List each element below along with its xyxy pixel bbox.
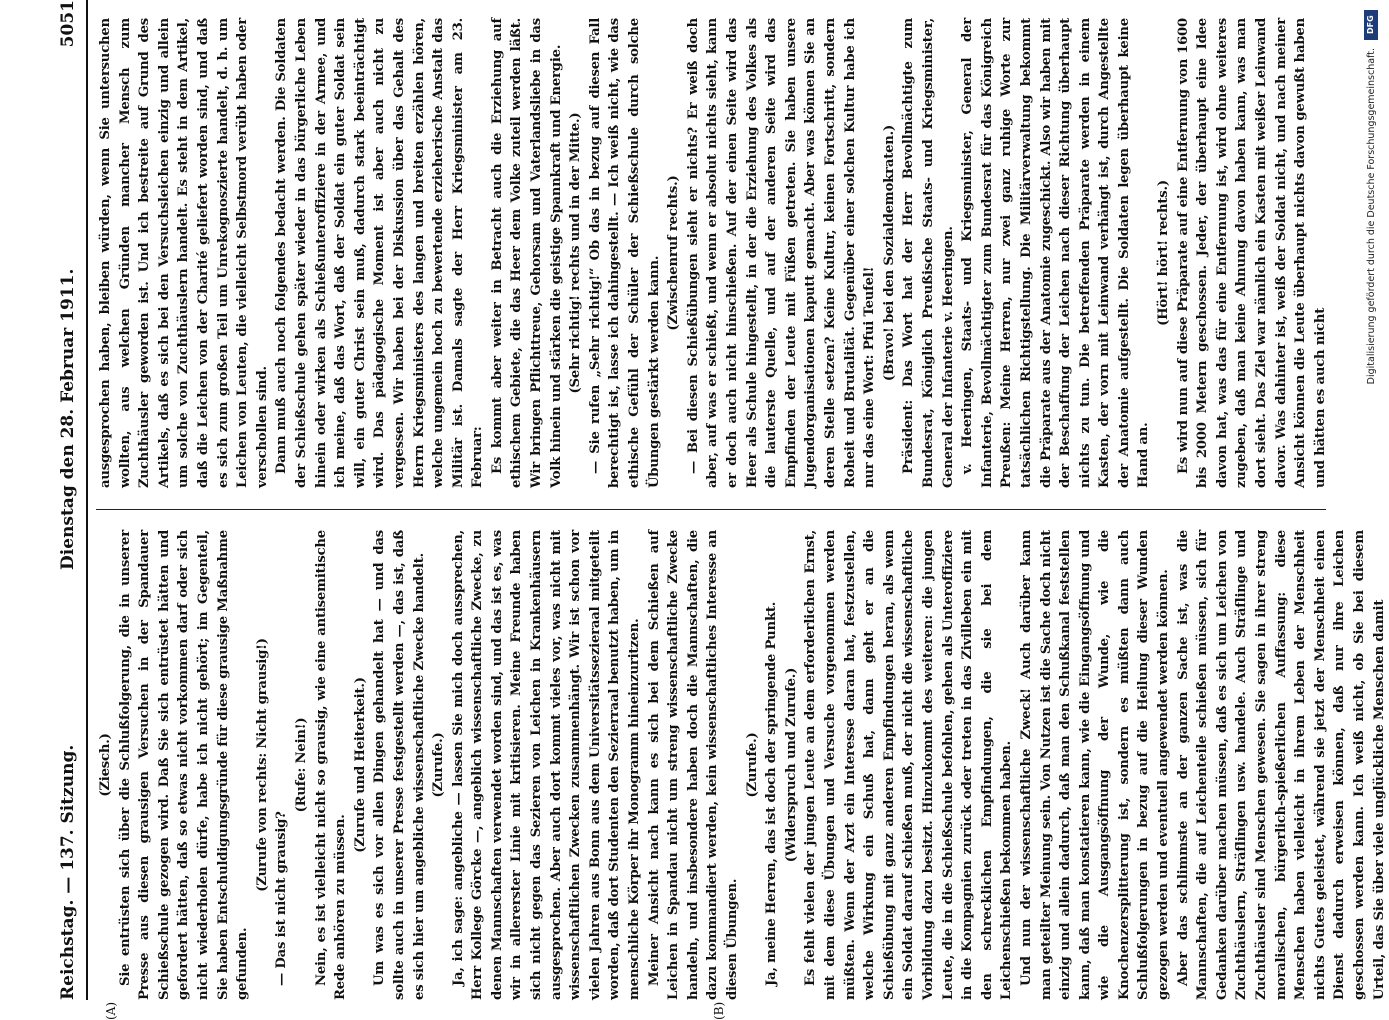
header-left: Reichstag. — 137. Sitzung. bbox=[58, 744, 78, 1000]
running-header bbox=[52, 0, 86, 1000]
paragraph: Präsident: Das Wort hat der Herr Bevollmächtigte zum Bundesrat, Königlich Preußische Staats- und Kriegsminister, General der Infanterie v. Heeringen. bbox=[901, 18, 956, 488]
paragraph: (Zwischenruf rechts.) bbox=[666, 175, 682, 331]
paragraph: Nein, es ist vielleicht nicht so grausig, wie eine antisemitische Rede anhören zu müssen. bbox=[313, 530, 349, 1000]
paragraph: — Bei diesen Schießübungen sieht er nichts? Er weiß doch aber, auf was er schießt, und wenn er absolut nichts sieht, kann er doch auch nicht hinschießen. Auf der einen Seite wird das Heer als Schule hingestellt, in der die Erziehung des Volkes als die lauterste Quelle, und auf der anderen Seite wird das Empfinden der Leute mit Füßen getreten. Sie haben unsere Jugendorganisationen kaputt gemacht. Aber was können Sie an deren Stelle setzen? Keine Kultur, keinen Fortschritt, sondern Roheit und Brutalität. Gegenüber einer solchen Kultur habe ich nur das eine Wort: Pfui Teufel! bbox=[685, 18, 878, 488]
paragraph: Um was es sich vor allen Dingen gehandelt hat — und das sollte auch in unserer Presse festgestellt werden —, das ist, daß es sich hier um angebliche wissenschaftliche Zwecke handelt. bbox=[372, 530, 427, 1000]
paragraph: (Rufe: Nein!) bbox=[293, 717, 309, 813]
paragraph: Dann muß auch noch folgendes bedacht werden. Die Soldaten der Schießschule gehen später wieder in das bürgerliche Leben hinein oder wirken als Schießunteroffiziere in der Armee, und ich meine, daß das Wort, daß der Soldat ein guter Soldat sein will, ein guter Christ sein muß, dadurch stark beeinträchtigt wird. Das pädagogische Moment ist aber auch nicht zu vergessen. Wir haben bei der Diskussion über das Gehalt des Herrn Kriegsministers des langen und breiten erzählen hören, welche ungemein hoch zu bewertende erzieherische Anstalt das Militär ist. Damals sagte der Herr Kriegsminister am 23. Februar: bbox=[274, 18, 486, 488]
right-column bbox=[96, 18, 1326, 488]
paragraph: v. Heeringen, Staats- und Kriegsminister, General der Infanterie, Bevollmächtigter zum Bundesrat für das Königreich Preußen: Meine Herren, nur zwei ganz ruhige Worte zur tatsächlichen Richtigstellung. Die Militärverwaltung bekommt die Präparate aus der Anatomie zugeschickt. Also wir haben mit der Beschaffung der Leichen nach dieser Richtung überhaupt nichts zu tun. Die betreffenden Präparate werden in einem Kasten, der vorn mit Leinwand verhängt ist, durch Angestellte der Anatomie aufgestellt. Die Soldaten legen überhaupt keine Hand an. bbox=[960, 18, 1152, 488]
paragraph: Es wird nun auf diese Präparate auf eine Entfernung von 1600 bis 2000 Metern geschossen. Jeder, der überhaupt eine Idee davon hat, was das für eine Entfernung ist, wird ohne weiteres zugeben, daß man keine Ahnung davon haben kann, was man dort sieht. Das Ziel war nämlich ein Kasten mit weißer Leinwand davor. Was dahinter ist, weiß der Soldat nicht, und nach meiner Ansicht können die Leute überhaupt nichts davon gewußt haben und hätten es auch nicht bbox=[1175, 18, 1328, 488]
paragraph: (Hört! hört! rechts.) bbox=[1156, 180, 1172, 326]
paragraph: (Bravo! bei den Sozialdemokraten.) bbox=[881, 124, 897, 382]
paragraph: Aber das schlimmste an der ganzen Sache ist, was die Mannschaften, die auf Leichenteile schießen müssen, sich für Gedanken darüber machen müssen, daß es sich um Leichen von Zuchthäuslern, Sträflingen usw. handele. Auch Sträflinge und Zuchthäusler sind Menschen gewesen. Sie sagen in ihrer streng moralischen, bürgerlich-spießerlichen Auffassung: diese Menschen haben vielleicht in ihrem Leben der Menschheit nichts Gutes geleistet, während sie jetzt der Menschheit einen Dienst dadurch erweisen können, daß nur ihre Leichen geschossen werden kann. Ich weiß nicht, ob Sie bei diesem Urteil, das Sie über viele unglückliche Menschen damit bbox=[1175, 530, 1387, 1000]
paragraph: Es fehlt vielen der jungen Leute an dem erforderlichen Ernst, mit dem diese Übungen und Versuche vorgenommen werden müßten. Wenn der Arzt ein Interesse daran hat, festzustellen, welche Wirkung ein Schuß hat, dann geht er an die Schießübung mit ganz anderen Empfindungen heran, als wenn ein Soldat darauf schießen muß, der nicht die wissenschaftliche Vorbildung dazu besitzt. Hinzukommt des weiteren: die jungen Leute, die in die Schießschule befohlen, gehen als Unteroffiziere in die Kompagnien zurück oder treten in das Zivilleben ein mit den schrecklichen Empfindungen, die sie bei dem Leichenschießen bekommen haben. bbox=[803, 530, 1015, 1000]
funding-note: Digitalisierung gefördert durch die Deutsche Forschungsgemeinschaft. bbox=[1366, 48, 1377, 385]
paragraph: Meiner Ansicht nach kann es sich bei dem Schießen auf Leichen in Spandau nicht um streng wissenschaftliche Zwecke handeln, und insbesondere haben doch die Mannschaften, die dazu kommandiert werden, kein wissenschaftliches Interesse an diesen Übungen. bbox=[646, 530, 740, 1000]
dfg-logo: DFG bbox=[1364, 10, 1378, 40]
paragraph: — Das ist nicht grausig? bbox=[274, 811, 290, 986]
paragraph: Ja, ich sage: angebliche — lassen Sie mich doch aussprechen, Herr Kollege Görcke —, angeblich wissenschaftliche Zwecke, zu denen Mannschaften verwendet worden sind, und das ist es, was wir in allererster Linie mit kritisieren. Meine Freunde haben sich nicht gegen das Sezieren von Leichen in Krankenhäusern ausgesprochen. Aber auch dort kommt vieles vor, was nicht mit wissenschaftlichen Zwecken zusammenhängt. Wir ist schon vor vielen Jahren aus Bonn aus dem Universitätssezieraal mitgeteilt worden, daß dort Studenten den Sezierraal benutzt haben, um in menschliche Körper ihr Monogramm hineinzuritzen. bbox=[450, 530, 643, 1000]
paragraph: (Widerspruch und Zurufe.) bbox=[783, 667, 799, 863]
paragraph: ausgesprochen haben, bleiben würden, wenn Sie untersuchen wollten, aus welchen Gründen mancher Mensch zum Zuchthäusler geworden ist. Und ich bestreite auf Grund des Artikels, daß es sich bei den Versuchsleichen einzig und allein um solche von Zuchthäuslern handelt. Es steht in dem Artikel, daß die Leichen von der Charité geliefert worden sind, und daß es sich zum großen Teil um Unrekognoszierte handelt, d. h. um Leichen von Leuten, die vielleicht Selbstmord verübt haben oder verschollen sind. bbox=[98, 18, 270, 488]
paragraph: (Sehr richtig! rechts und in der Mitte.) bbox=[568, 112, 584, 394]
paragraph: Sie entrüsten sich über die Schlußfolgerung, die in unserer Presse aus diesen grausigen Versuchen in der Spandauer Schießschule gezogen wird. Daß Sie sich entrüstet hätten und gefordert hätten, daß so etwas nicht vorkommen darf oder sich nicht wiederholen dürfe, habe ich nicht gehört; im Gegenteil, Sie haben Entschuldigungsgründe für diese grausige Maßnahme gefunden. bbox=[117, 530, 251, 1000]
margin-mark-b: (B) bbox=[712, 1001, 726, 1020]
left-column bbox=[96, 530, 1387, 1000]
paragraph: (Zurufe.) bbox=[431, 732, 447, 798]
header-rule bbox=[86, 0, 88, 1000]
paragraph: (Zurufe von rechts: Nicht grausig!) bbox=[254, 638, 270, 892]
column-divider bbox=[96, 509, 1326, 510]
paragraph: Und nun der wissenschaftliche Zweck! Auch darüber kann man geteilter Meinung sein. Von Nutzen ist die Sache doch nicht einzig und allein dadurch, daß man den Schußkanal feststellen kann, daß man konstatieren kann, wie die Eingangsöffnung und wie die Ausgangsöffnung der Wunde, wie die Knochenzersplitterung ist, sondern es müßten dann auch Schlußfolgerungen in bezug auf die Heilung dieser Wunden gezogen werden und eventuell angewendet werden können. bbox=[1018, 530, 1172, 1000]
paragraph: — Sie rufen „Sehr richtig!“ Ob das in bezug auf diesen Fall berechtigt ist, lasse ich dahingestellt. — Ich weiß nicht, wie das ethische Gefühl der Schüler der Schießschule durch solche Übungen gestärkt werden kann. bbox=[587, 18, 662, 488]
paragraph: Ja, meine Herren, das ist doch der springende Punkt. bbox=[764, 601, 780, 986]
paragraph: (Ziesch.) bbox=[98, 733, 113, 797]
paragraph: (Zurufe.) bbox=[744, 732, 760, 798]
header-date: Dienstag den 28. Februar 1911. bbox=[58, 268, 78, 570]
page-number: 5051 bbox=[58, 0, 78, 48]
digitization-sidebar bbox=[1359, 0, 1381, 1000]
paragraph: Es kommt aber weiter in Betracht auch die Erziehung auf ethischem Gebiete, die das Heer dem Volke zuteil werden läßt. Wir bringen Pflichttreue, Gehorsam und Vaterlandsliebe in das Volk hinein und stärken die geistige Spannkraft und Energie. bbox=[489, 18, 564, 488]
paragraph: (Zurufe und Heiterkeit.) bbox=[352, 677, 368, 853]
margin-mark-a: (A) bbox=[104, 1001, 118, 1020]
